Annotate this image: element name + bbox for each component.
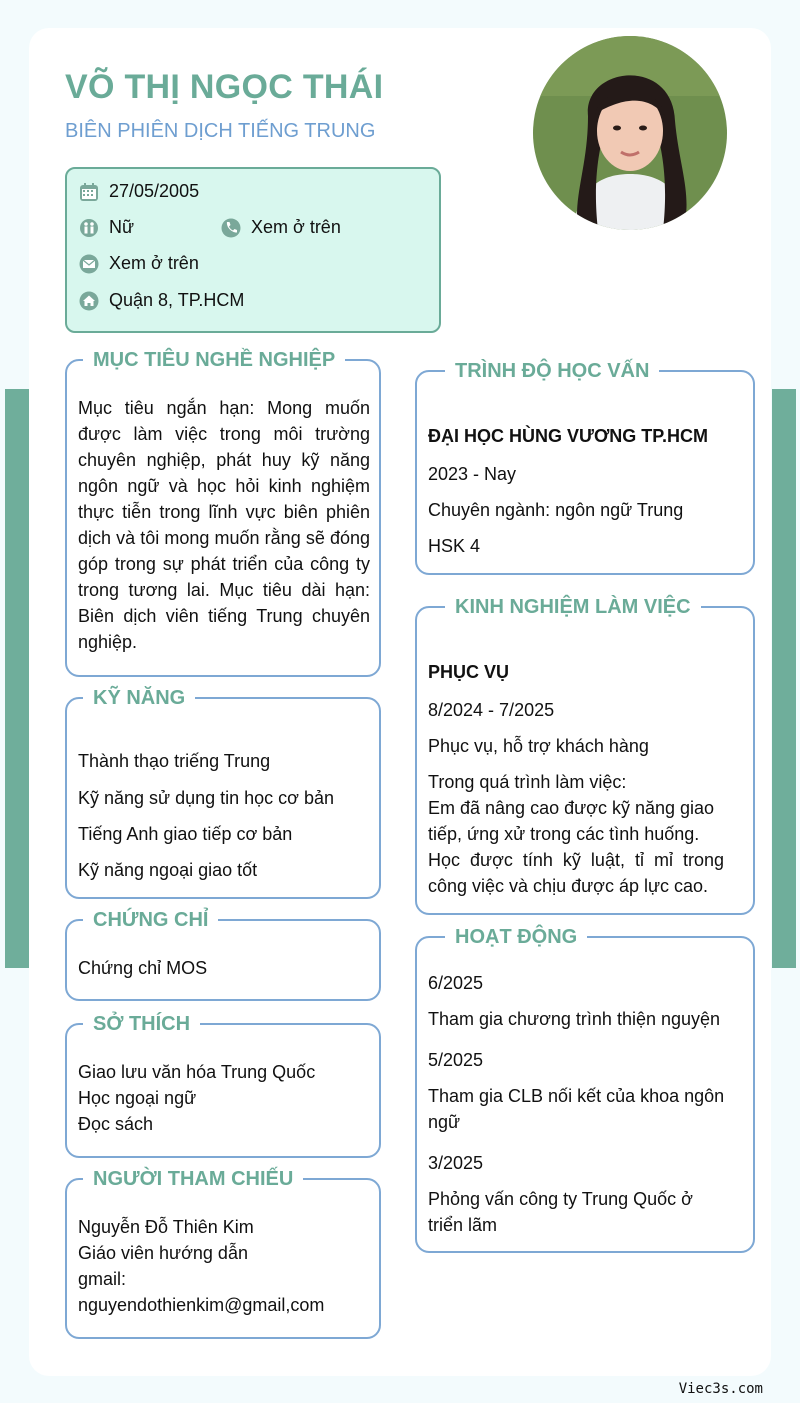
hobby-item: Giao lưu văn hóa Trung Quốc <box>78 1062 316 1082</box>
education-title: TRÌNH ĐỘ HỌC VẤN <box>445 358 659 384</box>
activities-title: HOẠT ĐỘNG <box>445 924 587 950</box>
contact-box <box>65 167 441 333</box>
activity-date: 3/2025 <box>428 1153 484 1173</box>
avatar <box>533 36 727 230</box>
candidate-name: VÕ THỊ NGỌC THÁI <box>65 68 384 106</box>
calendar-icon <box>79 182 99 202</box>
hobbies-section <box>65 1013 381 1158</box>
skills-section <box>65 687 381 899</box>
skills-title: KỸ NĂNG <box>83 685 195 711</box>
education-major: Chuyên ngành: ngôn ngữ Trung <box>428 500 684 520</box>
certificates-section <box>65 909 381 1001</box>
contact-dob <box>79 181 199 202</box>
reference-name: Nguyễn Đỗ Thiên Kim <box>78 1217 254 1237</box>
reference-email-label: gmail: <box>78 1269 127 1289</box>
phone-icon <box>221 218 241 238</box>
education-period: 2023 - Nay <box>428 464 517 484</box>
experience-period: 8/2024 - 7/2025 <box>428 700 555 720</box>
hobby-item: Học ngoại ngữ <box>78 1088 197 1108</box>
activity-date: 5/2025 <box>428 1050 484 1070</box>
activity-desc: Tham gia CLB nối kết của khoa ngôn ngữ <box>428 1086 725 1132</box>
dob-value: 27/05/2005 <box>109 181 200 201</box>
reference-section <box>65 1168 381 1339</box>
certificates-title: CHỨNG CHỈ <box>83 907 218 933</box>
experience-section <box>415 596 755 915</box>
experience-position: PHỤC VỤ <box>428 662 510 682</box>
education-school: ĐẠI HỌC HÙNG VƯƠNG TP.HCM <box>428 426 708 446</box>
contact-address <box>79 290 244 311</box>
experience-summary: Phục vụ, hỗ trợ khách hàng <box>428 736 649 756</box>
activities-section <box>415 926 755 1253</box>
education-section <box>415 360 755 575</box>
phone-value: Xem ở trên <box>251 217 341 237</box>
education-extra: HSK 4 <box>428 536 481 556</box>
hobby-item: Đọc sách <box>78 1114 154 1134</box>
skill-item: Tiếng Anh giao tiếp cơ bản <box>78 824 293 844</box>
home-icon <box>79 291 99 311</box>
skill-item: Thành thạo triếng Trung <box>78 751 271 771</box>
objective-text: Mục tiêu ngắn hạn: Mong muốn được làm việc trong môi trường chuyên nghiệp, phát huy kỹ năng ngôn ngữ và học hỏi kinh nghiệm thực tiễn trong lĩnh vực biên phiên dịch và tôi mong muốn rằng sẽ đóng góp trong sự phát triển của công ty trong tương lai. Mục tiêu dài hạn: Biên dịch viên tiếng Trung chuyên nghiệp. <box>78 398 370 652</box>
activity-desc: Tham gia chương trình thiện nguyện <box>428 1009 721 1029</box>
skill-item: Kỹ năng sử dụng tin học cơ bản <box>78 788 335 808</box>
experience-detail: Em đã nâng cao được kỹ năng giao tiếp, ứng xử trong các tình huống. <box>428 798 715 844</box>
reference-role: Giáo viên hướng dẫn <box>78 1243 248 1263</box>
experience-detail: Học được tính kỹ luật, tỉ mỉ trong công việc và chịu được áp lực cao. <box>428 850 724 896</box>
gender-icon <box>79 218 99 238</box>
contact-email <box>79 253 199 274</box>
certificate-item: Chứng chỉ MOS <box>78 958 208 978</box>
activity-date: 6/2025 <box>428 973 484 993</box>
reference-email: nguyendothienkim@gmail,com <box>78 1295 325 1315</box>
watermark: Viec3s.com <box>678 1381 763 1397</box>
experience-detail: Trong quá trình làm việc: <box>428 772 627 792</box>
contact-gender <box>79 217 134 238</box>
side-band-left <box>5 389 29 968</box>
side-band-right <box>772 389 796 968</box>
skill-item: Kỹ năng ngoại giao tốt <box>78 860 258 880</box>
candidate-role: BIÊN PHIÊN DỊCH TIẾNG TRUNG <box>65 120 376 142</box>
address-value: Quận 8, TP.HCM <box>109 290 245 310</box>
objective-section <box>65 349 381 677</box>
objective-title: MỤC TIÊU NGHỀ NGHIỆP <box>83 347 345 373</box>
mail-icon <box>79 254 99 274</box>
email-value: Xem ở trên <box>109 253 199 273</box>
reference-title: NGƯỜI THAM CHIẾU <box>83 1166 303 1192</box>
experience-title: KINH NGHIỆM LÀM VIỆC <box>445 594 701 620</box>
contact-phone <box>221 217 341 238</box>
gender-value: Nữ <box>109 217 135 237</box>
hobbies-title: SỞ THÍCH <box>83 1011 200 1037</box>
activity-desc: Phỏng vấn công ty Trung Quốc ở triển lãm <box>428 1189 693 1235</box>
